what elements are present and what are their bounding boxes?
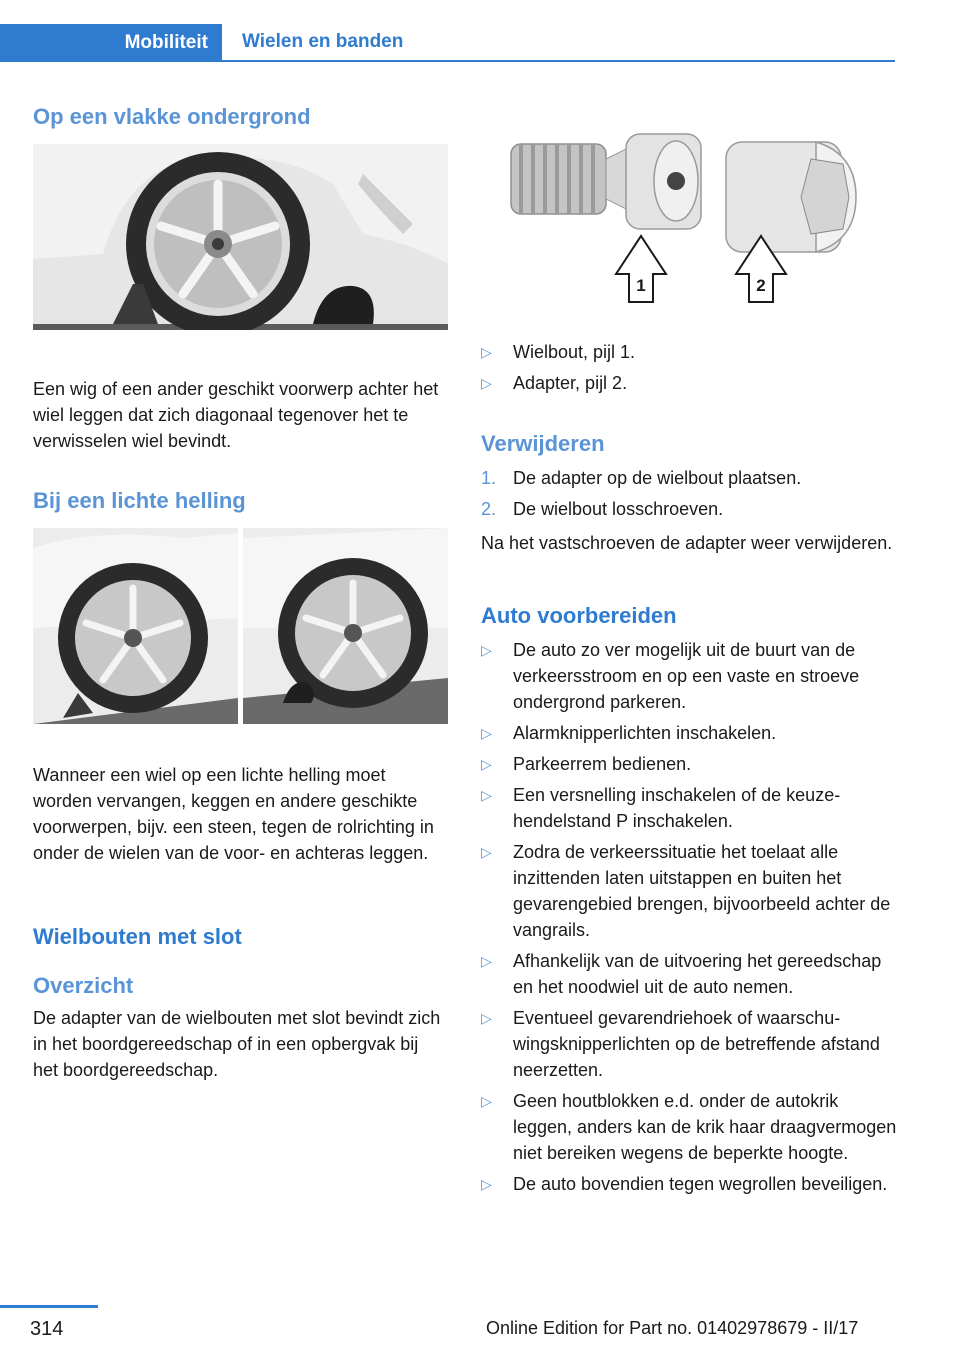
triangle-bullet-icon: ▷: [481, 1093, 492, 1109]
paragraph-flat-ground: Een wig of een ander geschikt voorwerp achter het wiel leggen dat zich diagonaal tegenover het te verwisselen wiel bevindt.: [33, 379, 439, 451]
triangle-bullet-icon: ▷: [481, 953, 492, 969]
triangle-bullet-icon: ▷: [481, 375, 492, 391]
heading-light-slope: Bij een lichte helling: [33, 488, 246, 513]
list-item: ▷ Wielbout, pijl 1.: [481, 339, 901, 365]
list-item: 1. De adapter op de wielbout plaatsen.: [481, 468, 802, 488]
bolt-adapter-illustration: [481, 124, 896, 320]
arrow-label-2: 2: [756, 276, 766, 295]
chapter-tabs: [0, 24, 895, 62]
heading-flat-ground: Op een vlakke ondergrond: [33, 104, 311, 129]
parts-list: [481, 339, 901, 401]
triangle-bullet-icon: ▷: [481, 344, 492, 360]
paragraph-overview: De adapter van de wielbouten met slot bevindt zich in het boordgereedschap of in een opbergvak bij het boordgereedschap.: [33, 1008, 441, 1080]
list-item: ▷ De auto zo ver mogelijk uit de buurt van de verkeersstroom en op een vaste en stroeve ondergrond parkeren.: [481, 637, 901, 715]
heading-remove: Verwijderen: [481, 431, 605, 456]
list-item: ▷ Een versnelling inschakelen of de keuzehendelstand P inschakelen.: [481, 782, 901, 834]
arrow-label-1: 1: [636, 276, 646, 295]
figure-wheel-chock-slope: [33, 528, 448, 724]
paragraph-light-slope: Wanneer een wiel op een lichte helling moet worden vervangen, keggen en andere geschikte voorwerpen, bijv. een steen, tegen de rolrichting in onder de wielen van de voor- en achteras leggen.: [33, 765, 434, 863]
wheel-flat-illustration: [33, 144, 448, 330]
heading-locking-bolts: Wielbouten met slot: [33, 924, 242, 949]
list-item: ▷ De auto bovendien tegen wegrollen beveiligen.: [481, 1171, 901, 1197]
remove-steps: [481, 465, 901, 527]
paragraph-remove: Na het vastschroeven de adapter weer verwijderen.: [481, 533, 893, 553]
prepare-list: [481, 637, 901, 1202]
list-item: ▷ Parkeerrem bedienen.: [481, 751, 901, 777]
tab-wielen-en-banden[interactable]: Wielen en banden: [222, 24, 895, 62]
list-item: ▷ Afhankelijk van de uitvoering het gereedschap en het noodwiel uit de auto nemen.: [481, 948, 901, 1000]
figure-bolt-and-adapter: [481, 124, 896, 320]
wheel-slope-illustration: [33, 528, 448, 724]
heading-overview: Overzicht: [33, 973, 134, 998]
list-item: ▷ Adapter, pijl 2.: [481, 370, 901, 396]
triangle-bullet-icon: ▷: [481, 844, 492, 860]
page-number: 314: [30, 1318, 64, 1340]
list-item: ▷ Geen houtblokken e.d. onder de autokrik leggen, anders kan de krik haar draagvermogen niet bereiken wegens de beperkte hoogte.: [481, 1088, 901, 1166]
triangle-bullet-icon: ▷: [481, 1176, 492, 1192]
triangle-bullet-icon: ▷: [481, 787, 492, 803]
list-item: ▷ Eventueel gevarendriehoek of waarschuwingsknipperlichten op de betreffende afstand neerzetten.: [481, 1005, 901, 1083]
triangle-bullet-icon: ▷: [481, 1010, 492, 1026]
triangle-bullet-icon: ▷: [481, 756, 492, 772]
list-item: ▷ Zodra de verkeerssituatie het toelaat alle inzittenden laten uitstappen en buiten het gevarengebied brengen, bijvoorbeeld achter de vangrails.: [481, 839, 901, 943]
figure-wheel-chock-flat: [33, 144, 448, 330]
list-item: 2. De wielbout losschroeven.: [481, 499, 724, 519]
footer-rule: [0, 1305, 98, 1308]
triangle-bullet-icon: ▷: [481, 725, 492, 741]
heading-prepare-car: Auto voorbereiden: [481, 603, 677, 628]
edition-note: Online Edition for Part no. 01402978679 - II/17: [486, 1318, 859, 1338]
triangle-bullet-icon: ▷: [481, 642, 492, 658]
list-item: ▷ Alarmknipperlichten inschakelen.: [481, 720, 901, 746]
tab-mobiliteit[interactable]: Mobiliteit: [0, 24, 222, 62]
